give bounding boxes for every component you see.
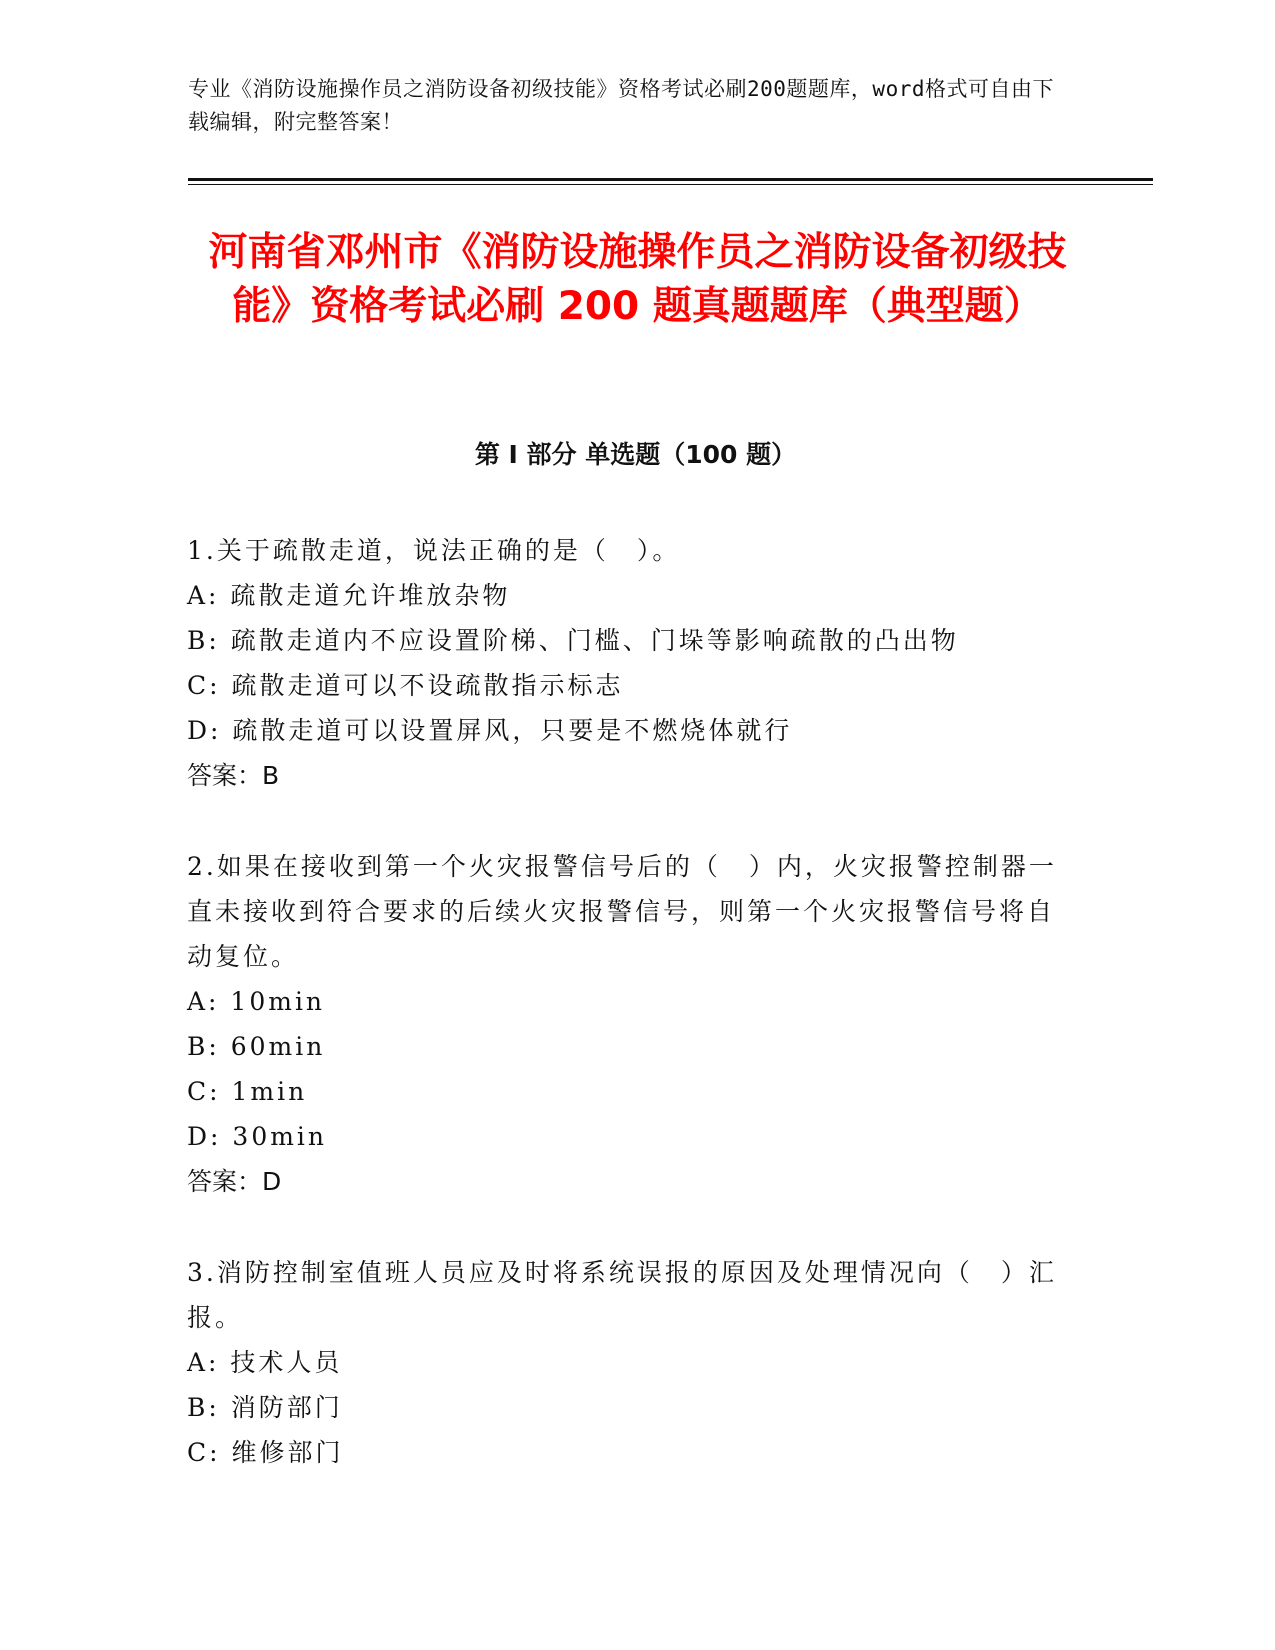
option-c: C: 疏散走道可以不设疏散指示标志: [187, 671, 624, 700]
question-2: [187, 844, 1067, 1204]
question-text: 2.如果在接收到第一个火灾报警信号后的（ ）内，火灾报警控制器一直未接收到符合要求的后续火灾报警信号，则第一个火灾报警信号将自动复位。: [187, 852, 1057, 971]
header-note: 专业《消防设施操作员之消防设备初级技能》资格考试必刷200题题库，word格式可自由下载编辑，附完整答案！: [188, 77, 1054, 134]
question-list: [187, 528, 1067, 1521]
option-a: A: 10min: [187, 987, 326, 1016]
question-1: [187, 528, 1067, 798]
option-d: D: 疏散走道可以设置屏风，只要是不燃烧体就行: [187, 716, 793, 745]
section-heading: 第 I 部分 单选题（100 题）: [474, 440, 797, 469]
option-c: C: 维修部门: [187, 1438, 344, 1467]
answer-line: 答案：B: [187, 761, 280, 790]
header-rule-thin: [188, 184, 1153, 185]
option-c: C: 1min: [187, 1077, 308, 1106]
option-b: B: 疏散走道内不应设置阶梯、门槛、门垛等影响疏散的凸出物: [187, 626, 959, 655]
option-b: B: 消防部门: [187, 1393, 343, 1422]
option-a: A: 技术人员: [187, 1348, 343, 1377]
answer-line: 答案：D: [187, 1167, 282, 1196]
question-text: 3.消防控制室值班人员应及时将系统误报的原因及处理情况向（ ）汇报。: [187, 1258, 1057, 1332]
document-title: 河南省邓州市《消防设施操作员之消防设备初级技能》资格考试必刷 200 题真题题库（典型题）: [208, 230, 1067, 329]
question-text: 1.关于疏散走道，说法正确的是（ ）。: [187, 536, 681, 565]
option-a: A: 疏散走道允许堆放杂物: [187, 581, 511, 610]
option-b: B: 60min: [187, 1032, 326, 1061]
option-d: D: 30min: [187, 1122, 328, 1151]
question-3: [187, 1250, 1067, 1475]
header-rule-thick: [188, 178, 1153, 181]
